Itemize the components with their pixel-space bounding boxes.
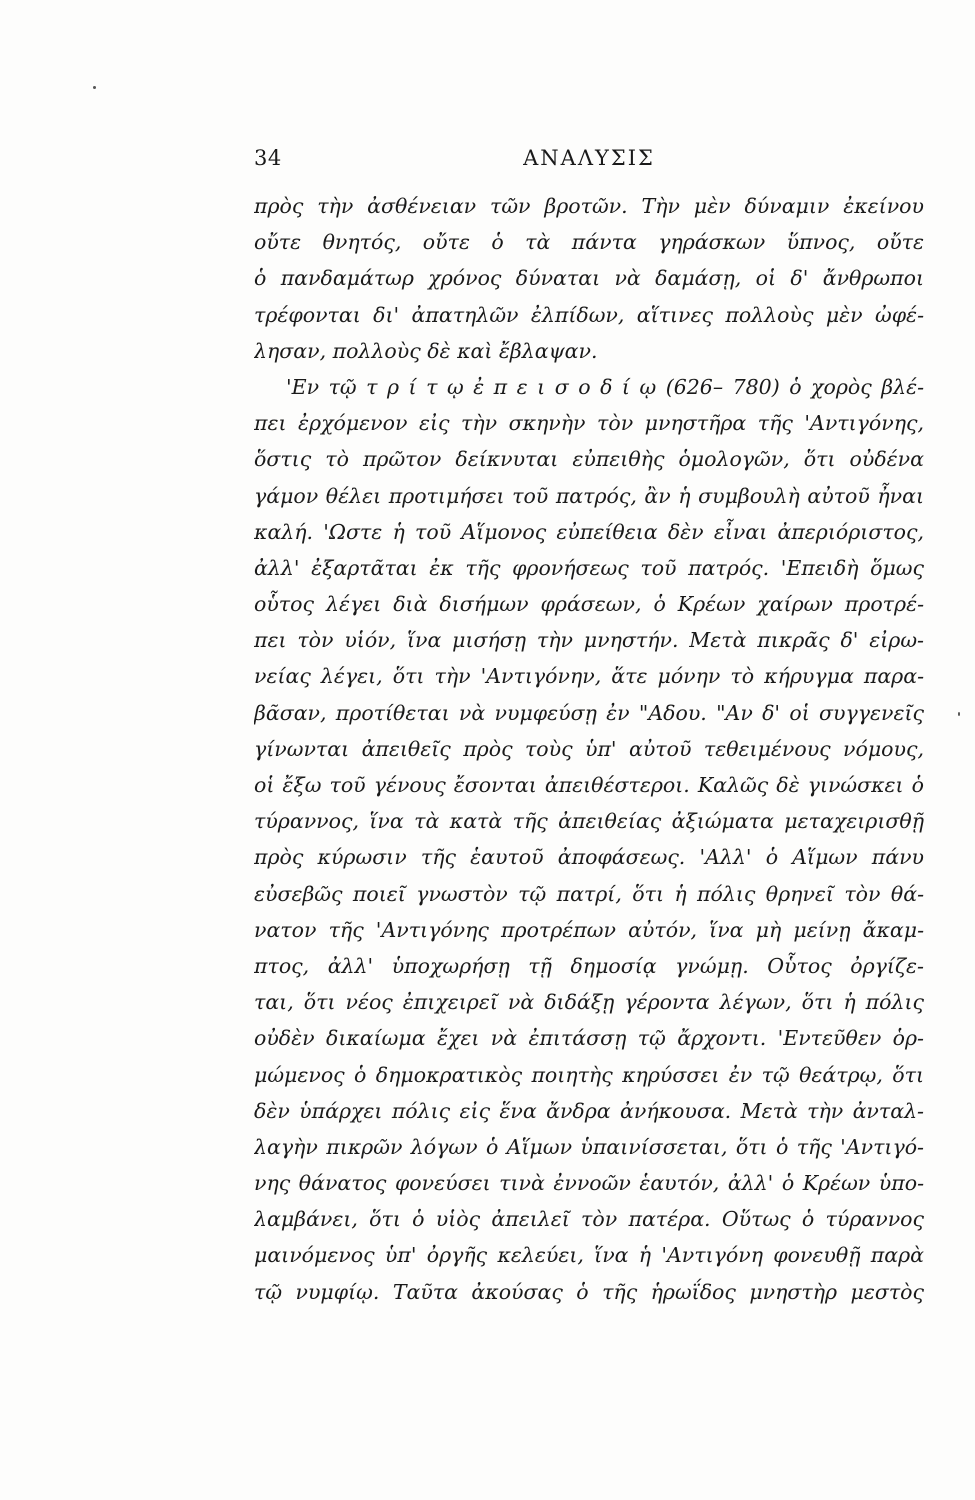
text-line: βᾶσαν, προτίθεται νὰ νυμφεύσῃ ἐν "Αδου. "Αν δ' οἱ συγγενεῖς — [254, 700, 924, 725]
text-line: νης θάνατος φονεύσει τινὰ ἐννοῶν ἑαυτόν, ἀλλ' ὁ Κρέων ὑπο- — [254, 1171, 924, 1196]
text-line: νείας λέγει, ὅτι τὴν 'Αντιγόνην, ἅτε μόνην τὸ κήρυγμα παρα- — [254, 664, 924, 689]
paper-speck — [93, 86, 96, 89]
text-line: μώμενος ὁ δημοκρατικὸς ποιητὴς κηρύσσει ἐν τῷ θεάτρῳ, ὅτι — [254, 1062, 924, 1087]
text-line: εὐσεβῶς ποιεῖ γνωστὸν τῷ πατρί, ὅτι ἡ πόλις θρηνεῖ τὸν θά- — [254, 881, 924, 906]
text-line: ὅστις τὸ πρῶτον δείκνυται εὐπειθὴς ὁμολογῶν, ὅτι οὐδένα — [254, 447, 924, 472]
paper-speck — [958, 712, 960, 716]
text-line: οὐδὲν δικαίωμα ἔχει νὰ ἐπιτάσσῃ τῷ ἄρχοντι. 'Εντεῦθεν ὁρ- — [254, 1026, 924, 1051]
body-text — [254, 188, 924, 1310]
text-line: 'Εν τῷ τ ρ ί τ ῳ ἐ π ε ι σ ο δ ί ῳ (626– 780) ὁ χορὸς βλέ- — [286, 374, 924, 399]
text-line: οὔτε θνητός, οὔτε ὁ τὰ πάντα γηράσκων ὕπνος, οὔτε — [254, 230, 924, 255]
text-line: λησαν, πολλοὺς δὲ καὶ ἔβλαψαν. — [254, 338, 598, 363]
text-line: πρὸς κύρωσιν τῆς ἑαυτοῦ ἀποφάσεως. 'Αλλ' ὁ Αἵμων πάνυ — [254, 845, 924, 870]
text-line: καλή. 'Ωστε ἡ τοῦ Αἵμονος εὐπείθεια δὲν εἶναι ἀπεριόριστος, — [254, 519, 924, 544]
text-line: νατον τῆς 'Αντιγόνης προτρέπων αὐτόν, ἵνα μὴ μείνῃ ἄκαμ- — [254, 917, 924, 942]
text-line: πει τὸν υἱόν, ἵνα μισήσῃ τὴν μνηστήν. Μετὰ πικρᾶς δ' εἰρω- — [254, 628, 924, 653]
text-line: πρὸς τὴν ἀσθένειαν τῶν βροτῶν. Τὴν μὲν δύναμιν ἐκείνου — [254, 194, 924, 218]
text-line: λαμβάνει, ὅτι ὁ υἱὸς ἀπειλεῖ τὸν πατέρα. Οὕτως ὁ τύραννος — [254, 1207, 924, 1232]
text-line: πει ἐρχόμενον εἰς τὴν σκηνὴν τὸν μνηστῆρα τῆς 'Αντιγόνης, — [254, 411, 924, 436]
text-line: οὗτος λέγει διὰ δισήμων φράσεων, ὁ Κρέων χαίρων προτρέ- — [254, 592, 924, 617]
text-line: τρέφονται δι' ἀπατηλῶν ἐλπίδων, αἵτινες πολλοὺς μὲν ὠφέ- — [254, 302, 924, 327]
text-line: λαγὴν πικρῶν λόγων ὁ Αἵμων ὑπαινίσσεται, ὅτι ὁ τῆς 'Αντιγό- — [254, 1134, 924, 1159]
text-line: τύραννος, ἵνα τὰ κατὰ τῆς ἀπειθείας ἀξιώματα μεταχειρισθῇ — [254, 809, 924, 834]
text-line: τῷ νυμφίῳ. Ταῦτα ἀκούσας ὁ τῆς ἡρωΐδος μνηστὴρ μεστὸς — [254, 1279, 924, 1304]
text-line: δὲν ὑπάρχει πόλις εἰς ἕνα ἄνδρα ἀνήκουσα. Μετὰ τὴν ἀνταλ- — [254, 1098, 924, 1123]
text-line: μαινόμενος ὑπ' ὀργῆς κελεύει, ἵνα ἡ 'Αντιγόνη φονευθῇ παρὰ — [254, 1243, 924, 1268]
text-line: ται, ὅτι νέος ἐπιχειρεῖ νὰ διδάξῃ γέροντα λέγων, ὅτι ἡ πόλις — [254, 990, 924, 1015]
running-title: ΑΝΑΛΥΣΙΣ — [523, 146, 655, 170]
text-line: ὁ πανδαμάτωρ χρόνος δύναται νὰ δαμάσῃ, οἱ δ' ἄνθρωποι — [254, 266, 924, 291]
text-line: ἀλλ' ἐξαρτᾶται ἐκ τῆς φρονήσεως τοῦ πατρός. 'Επειδὴ ὅμως — [254, 555, 924, 580]
text-line: γάμον θέλει προτιμήσει τοῦ πατρός, ἂν ἡ συμβουλὴ αὐτοῦ ἦναι — [254, 483, 924, 508]
text-line: γίνωνται ἀπειθεῖς πρὸς τοὺς ὑπ' αὐτοῦ τεθειμένους νόμους, — [254, 736, 924, 761]
text-line: πτος, ἀλλ' ὑποχωρήσῃ τῇ δημοσίᾳ γνώμῃ. Οὗτος ὀργίζε- — [254, 953, 924, 978]
page-number: 34 — [254, 146, 282, 170]
text-line: οἱ ἔξω τοῦ γένους ἔσονται ἀπειθέστεροι. Καλῶς δὲ γινώσκει ὁ — [254, 773, 924, 797]
page-header — [254, 146, 924, 180]
